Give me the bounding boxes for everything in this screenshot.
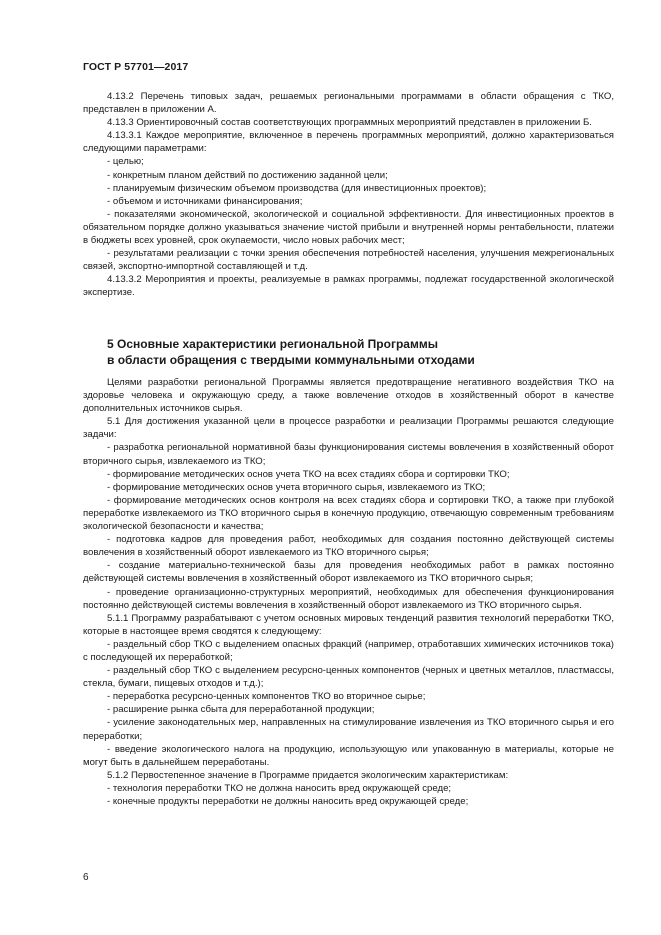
section-heading-line: 5 Основные характеристики региональной Программы xyxy=(107,337,438,351)
list-item: - показателями экономической, экологической и социальной эффективности. Для инвестиционных проектов в обязательном порядке должно указываться значение чистой прибыли и внутренней нормы рентабельности, платежи в бюджеты всех уровней, срок окупаемости, число новых рабочих мест; xyxy=(83,208,614,247)
paragraph: 4.13.3.1 Каждое мероприятие, включенное в перечень программных мероприятий, должно характеризоваться следующими параметрами: xyxy=(83,130,614,155)
list-item: - формирование методических основ контроля на всех стадиях сбора и сортировки ТКО, а также при глубокой переработке извлекаемого из ТКО вторичного сырья в конечную продукцию, отвечающую современным требованиям экологической безопасности и качества; xyxy=(83,494,614,533)
list-item: - подготовка кадров для проведения работ, необходимых для создания постоянно действующей системы вовлечения в хозяйственный оборот извлекаемого из ТКО вторичного сырья; xyxy=(83,534,614,559)
list-item: - разработка региональной нормативной базы функционирования системы вовлечения в хозяйственный оборот вторичного сырья, извлекаемого из ТКО; xyxy=(83,442,614,467)
standard-header: ГОСТ Р 57701—2017 xyxy=(83,61,189,73)
list-item: - введение экологического налога на продукцию, использующую или упакованную в материалы, которые не могут быть в дальнейшем переработаны. xyxy=(83,743,614,768)
list-item: - создание материально-технической базы для проведения необходимых работ в рамках постоянно действующей системы вовлечения в хозяйственный оборот извлекаемого из ТКО вторичного сырья; xyxy=(83,560,614,585)
paragraph: 4.13.3.2 Мероприятия и проекты, реализуемые в рамках программы, подлежат государственной экологической экспертизе. xyxy=(83,274,614,299)
list-item: - раздельный сбор ТКО с выделением опасных фракций (например, отработавших химических источников тока) с последующей их переработкой; xyxy=(83,638,614,663)
list-item: - конечные продукты переработки не должны наносить вред окружающей среде; xyxy=(107,796,469,807)
list-item: - усиление законодательных мер, направленных на стимулирование извлечения из ТКО вторичного сырья и его переработки; xyxy=(83,717,614,742)
paragraph: 4.13.3 Ориентировочный состав соответствующих программных мероприятий представлен в приложении Б. xyxy=(107,117,592,129)
text-block-1 xyxy=(83,90,614,300)
list-item: - раздельный сбор ТКО с выделением ресурсно-ценных компонентов (черных и цветных металлов, пластмассы, стекла, бумаги, пищевых отходов и т.д.); xyxy=(83,665,614,690)
page-number: 6 xyxy=(83,872,89,883)
paragraph: 4.13.2 Перечень типовых задач, решаемых региональными программами в области обращения с ТКО, представлен в приложении А. xyxy=(83,91,614,116)
section-heading xyxy=(107,336,607,368)
paragraph: 5.1 Для достижения указанной цели в процессе разработки и реализации Программы решаются следующие задачи: xyxy=(83,416,614,441)
list-item: - объемом и источниками финансирования; xyxy=(107,195,303,207)
list-item: - формирование методических основ учета ТКО на всех стадиях сбора и сортировки ТКО; xyxy=(107,468,510,480)
list-item: - целью; xyxy=(107,156,144,168)
list-item: - переработка ресурсно-ценных компонентов ТКО во вторичное сырье; xyxy=(107,691,426,703)
paragraph: 5.1.1 Программу разрабатывают с учетом основных мировых тенденций развития технологий переработки ТКО, которые в настоящее время сводятся к следующему: xyxy=(83,612,614,637)
paragraph: 5.1.2 Первостепенное значение в Программе придается экологическим характеристикам: xyxy=(107,769,509,781)
text-block-2 xyxy=(83,376,614,808)
paragraph: Целями разработки региональной Программы является предотвращение негативного воздействия ТКО на здоровье человека и окружающую среду, а также вовлечение отходов в хозяйственный оборот в качестве дополнительных источников сырья. xyxy=(83,377,614,415)
list-item: - конкретным планом действий по достижению заданной цели; xyxy=(107,169,388,181)
list-item: - технология переработки ТКО не должна наносить вред окружающей среде; xyxy=(107,782,452,794)
list-item: - формирование методических основ учета вторичного сырья, извлекаемого из ТКО; xyxy=(107,481,486,493)
list-item: - расширение рынка сбыта для переработанной продукции; xyxy=(107,704,375,716)
list-item: - проведение организационно-структурных мероприятий, необходимых для обеспечения функционирования постоянно действующей системы вовлечения в хозяйственный оборот извлекаемого из ТКО вторичного сырья. xyxy=(83,586,614,611)
list-item: - планируемым физическим объемом производства (для инвестиционных проектов); xyxy=(107,182,487,194)
list-item: - результатами реализации с точки зрения обеспечения потребностей населения, улучшения межрегиональных связей, экспортно-импортной составляющей и т.д. xyxy=(83,248,614,273)
section-heading-line: в области обращения с твердыми коммунальными отходами xyxy=(107,353,475,367)
